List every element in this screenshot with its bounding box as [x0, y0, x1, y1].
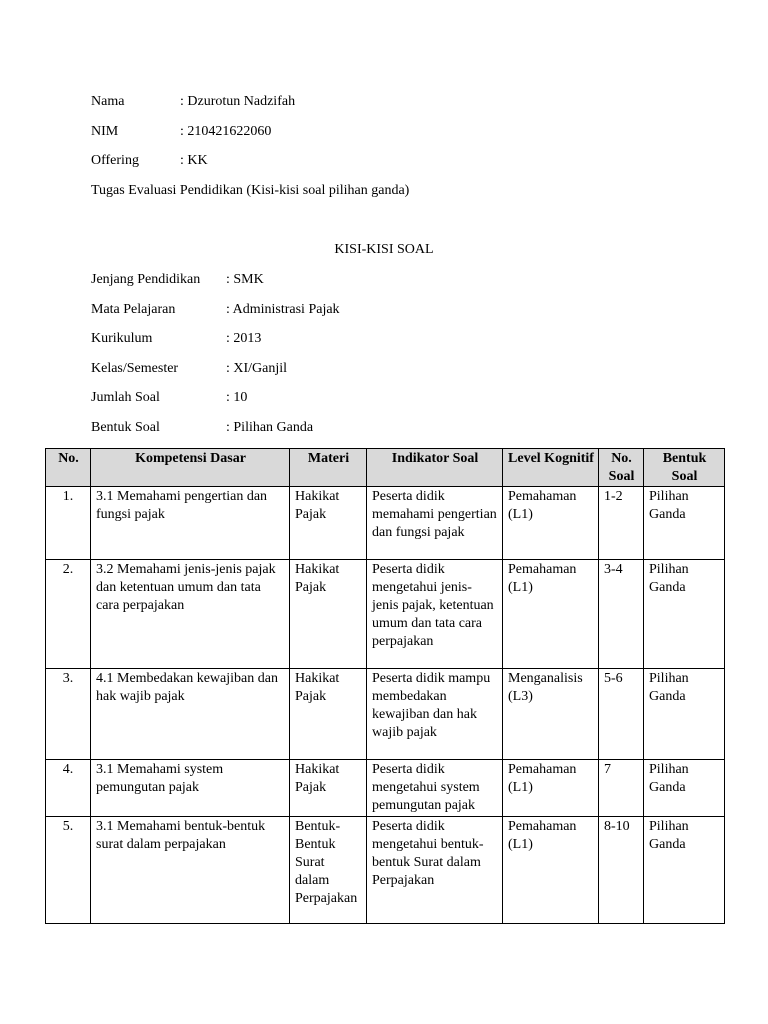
cell-kompetensi-dasar: 3.1 Memahami bentuk-bentuk surat dalam perpajakan: [91, 817, 290, 924]
cell-materi: Hakikat Pajak: [290, 560, 367, 669]
cell-bentuk-soal: Pilihan Ganda: [644, 669, 725, 760]
cell-materi: Hakikat Pajak: [290, 669, 367, 760]
cell-level-kognitif: Pemahaman (L1): [503, 560, 599, 669]
cell-no-soal: 5-6: [599, 669, 644, 760]
jenjang-value: : SMK: [226, 272, 264, 287]
jenjang-row: [91, 270, 711, 300]
mapel-value: : Administrasi Pajak: [226, 301, 340, 317]
kurikulum-label: Kurikulum: [91, 331, 153, 346]
table-row: [46, 760, 725, 817]
header-no: No.: [46, 449, 91, 487]
nama-label: Nama: [91, 94, 125, 109]
cell-no-soal: 8-10: [599, 817, 644, 924]
cell-bentuk-soal: Pilihan Ganda: [644, 817, 725, 924]
cell-no: 2.: [46, 560, 91, 669]
table-row: [46, 669, 725, 760]
cell-no: 4.: [46, 760, 91, 817]
bentuk-value: : Pilihan Ganda: [226, 419, 314, 435]
header-kompetensi-dasar: Kompetensi Dasar: [91, 449, 290, 487]
jenjang-label: Jenjang Pendidikan: [91, 272, 201, 287]
cell-materi: Bentuk-Bentuk Surat dalam Perpajakan: [290, 817, 367, 924]
cell-kompetensi-dasar: 4.1 Membedakan kewajiban dan hak wajib pajak: [91, 669, 290, 760]
document-title: KISI-KISI SOAL: [334, 242, 434, 257]
header-bentuk-soal: Bentuk Soal: [644, 449, 725, 487]
bentuk-row: [91, 418, 711, 448]
cell-kompetensi-dasar: 3.1 Memahami system pemungutan pajak: [91, 760, 290, 817]
cell-materi: Hakikat Pajak: [290, 487, 367, 560]
nim-row: [91, 122, 711, 152]
cell-no-soal: 7: [599, 760, 644, 817]
cell-indikator-soal: Peserta didik mengetahui jenis-jenis pajak, ketentuan umum dan tata cara perpajakan: [367, 560, 503, 669]
cell-level-kognitif: Pemahaman (L1): [503, 487, 599, 560]
nim-value: : 210421622060: [180, 123, 272, 139]
cell-indikator-soal: Peserta didik memahami pengertian dan fungsi pajak: [367, 487, 503, 560]
cell-materi: Hakikat Pajak: [290, 760, 367, 817]
offering-label: Offering: [91, 153, 139, 168]
mapel-label: Mata Pelajaran: [91, 301, 176, 317]
cell-kompetensi-dasar: 3.1 Memahami pengertian dan fungsi pajak: [91, 487, 290, 560]
bentuk-label: Bentuk Soal: [91, 419, 160, 435]
kelas-label: Kelas/Semester: [91, 360, 179, 376]
cell-no: 1.: [46, 487, 91, 560]
kurikulum-row: [91, 329, 711, 359]
header-no-soal: No. Soal: [599, 449, 644, 487]
cell-level-kognitif: Menganalisis (L3): [503, 669, 599, 760]
kelas-row: [91, 359, 711, 389]
table-row: [46, 560, 725, 669]
table-row: [46, 817, 725, 924]
kurikulum-value: : 2013: [226, 331, 262, 346]
cell-no-soal: 3-4: [599, 560, 644, 669]
jumlah-value: : 10: [226, 390, 248, 405]
cell-no: 5.: [46, 817, 91, 924]
cell-level-kognitif: Pemahaman (L1): [503, 817, 599, 924]
offering-row: [91, 151, 711, 181]
cell-indikator-soal: Peserta didik mampu membedakan kewajiban dan hak wajib pajak: [367, 669, 503, 760]
jumlah-label: Jumlah Soal: [91, 390, 160, 405]
student-info: [91, 92, 711, 210]
cell-kompetensi-dasar: 3.2 Memahami jenis-jenis pajak dan ketentuan umum dan tata cara perpajakan: [91, 560, 290, 669]
header-indikator-soal: Indikator Soal: [367, 449, 503, 487]
kisi-kisi-table: [45, 448, 725, 924]
exam-metadata: [91, 270, 711, 447]
table-header-row: [46, 449, 725, 487]
offering-value: : KK: [180, 153, 208, 168]
cell-no: 3.: [46, 669, 91, 760]
table-row: [46, 487, 725, 560]
cell-indikator-soal: Peserta didik mengetahui bentuk-bentuk Surat dalam Perpajakan: [367, 817, 503, 924]
cell-bentuk-soal: Pilihan Ganda: [644, 487, 725, 560]
mapel-row: [91, 300, 711, 330]
kelas-value: : XI/Ganjil: [226, 360, 288, 376]
task-description: Tugas Evaluasi Pendidikan (Kisi-kisi soal pilihan ganda): [91, 182, 410, 198]
nama-row: [91, 92, 711, 122]
header-materi: Materi: [290, 449, 367, 487]
nama-value: : Dzurotun Nadzifah: [180, 94, 296, 109]
cell-no-soal: 1-2: [599, 487, 644, 560]
cell-level-kognitif: Pemahaman (L1): [503, 760, 599, 817]
cell-bentuk-soal: Pilihan Ganda: [644, 760, 725, 817]
cell-indikator-soal: Peserta didik mengetahui system pemungutan pajak: [367, 760, 503, 817]
header-level-kognitif: Level Kognitif: [503, 449, 599, 487]
cell-bentuk-soal: Pilihan Ganda: [644, 560, 725, 669]
jumlah-row: [91, 388, 711, 418]
nim-label: NIM: [91, 123, 119, 139]
